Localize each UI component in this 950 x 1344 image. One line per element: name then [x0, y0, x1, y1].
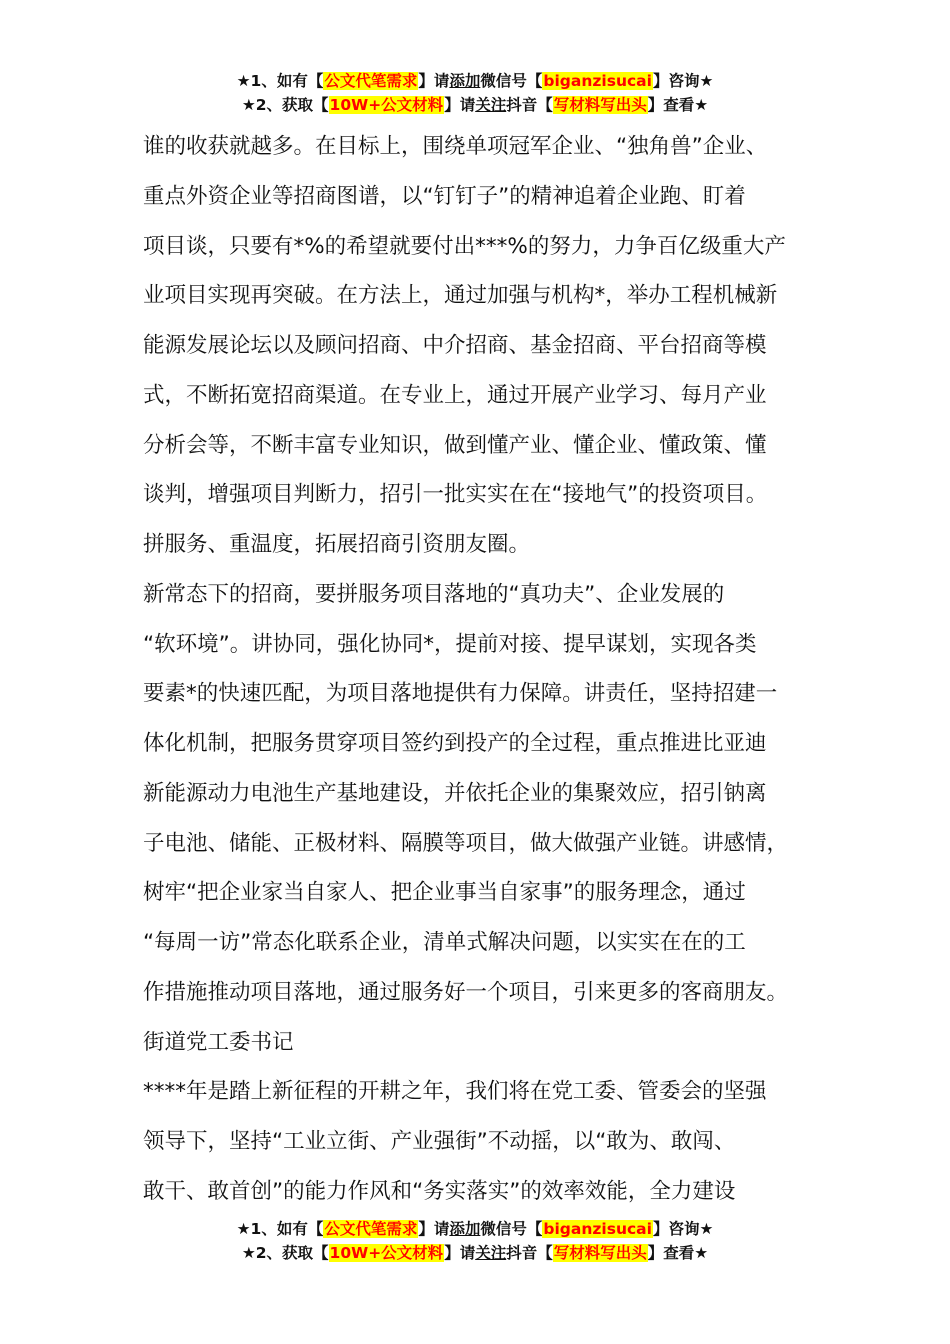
promo-text: ★1、如有【 [236, 1220, 324, 1238]
body-text-line: ****年是踏上新征程的开耕之年，我们将在党工委、管委会的坚强 [143, 1079, 767, 1105]
douyin-account: 写材料写出头 [553, 1244, 647, 1262]
promo-text: 】咨询★ [652, 72, 714, 90]
highlighted-promo-text: 10W+公文材料 [329, 96, 444, 114]
promo-text: ★2、获取【 [241, 96, 329, 114]
body-text-line: 分析会等，不断丰富专业知识，做到懂产业、懂企业、懂政策、懂 [143, 432, 767, 458]
body-text-line: 新能源动力电池生产基地建设，并依托企业的集聚效应，招引钠离 [143, 780, 767, 806]
douyin-account: 写材料写出头 [553, 96, 647, 114]
header-promo-banner [0, 69, 950, 117]
body-text-line: 式，不断拓宽招商渠道。在专业上，通过开展产业学习、每月产业 [143, 382, 767, 408]
promo-text: 】查看★ [647, 1244, 709, 1262]
underlined-promo-text: 添加 [449, 1220, 481, 1238]
header-promo-line-1 [0, 69, 950, 93]
body-text-line: 体化机制，把服务贯穿项目签约到投产的全过程，重点推进比亚迪 [143, 731, 767, 756]
promo-text: ★2、获取【 [241, 1244, 329, 1262]
promo-text: 微信号【 [480, 1220, 543, 1238]
body-text-line: 项目谈，只要有*%的希望就要付出***%的努力，力争百亿级重大产 [143, 233, 786, 259]
wechat-id: biganzisucai [543, 1220, 652, 1238]
body-text-line: 拼服务、重温度，拓展招商引资朋友圈。 [143, 532, 531, 557]
section-heading: 街道党工委书记 [143, 1029, 294, 1055]
underlined-promo-text: 关注 [475, 96, 507, 114]
body-text-line: 新常态下的招商，要拼服务项目落地的“真功夫”、企业发展的 [143, 581, 725, 607]
body-text-line: “每周一访”常态化联系企业，清单式解决问题，以实实在在的工 [143, 930, 746, 955]
body-text-line: “软环境”。讲协同，强化协同*，提前对接、提早谋划，实现各类 [143, 631, 757, 657]
highlighted-promo-text: 公文代笔需求 [324, 1220, 418, 1238]
header-promo-line-2 [0, 93, 950, 117]
body-text-line: 业项目实现再突破。在方法上，通过加强与机构*，举办工程机械新 [143, 283, 778, 309]
promo-text: 抖音【 [506, 1244, 553, 1262]
promo-text: 】咨询★ [652, 1220, 714, 1238]
footer-promo-line-1 [0, 1217, 950, 1241]
footer-promo-banner [0, 1217, 950, 1265]
highlighted-promo-text: 10W+公文材料 [329, 1244, 444, 1262]
promo-text: ★1、如有【 [236, 72, 324, 90]
footer-promo-line-2 [0, 1241, 950, 1265]
wechat-id: biganzisucai [543, 72, 652, 90]
body-text-line: 树牢“把企业家当自家人、把企业事当自家事”的服务理念，通过 [143, 880, 746, 906]
promo-text: 】请 [444, 1244, 476, 1262]
promo-text: 】请 [444, 96, 476, 114]
document-body [143, 122, 833, 1217]
body-text-line: 谈判，增强项目判断力，招引一批实实在在“接地气”的投资项目。 [143, 482, 768, 508]
body-text-line: 作措施推动项目落地，通过服务好一个项目，引来更多的客商朋友。 [143, 979, 789, 1005]
body-text-line: 能源发展论坛以及顾问招商、中介招商、基金招商、平台招商等模 [143, 333, 767, 358]
body-text-line: 领导下，坚持“工业立街、产业强街”不动摇，以“敢为、敢闯、 [143, 1129, 736, 1154]
body-text-line: 重点外资企业等招商图谱，以“钉钉子”的精神追着企业跑、盯着 [143, 183, 746, 209]
promo-text: 】请 [418, 72, 450, 90]
highlighted-promo-text: 公文代笔需求 [324, 72, 418, 90]
promo-text: 抖音【 [506, 96, 553, 114]
promo-text: 】查看★ [647, 96, 709, 114]
body-text-line: 子电池、储能、正极材料、隔膜等项目，做大做强产业链。讲感情， [143, 830, 789, 856]
underlined-promo-text: 关注 [475, 1244, 507, 1262]
body-text-line: 谁的收获就越多。在目标上，围绕单项冠军企业、“独角兽”企业、 [143, 134, 768, 159]
promo-text: 微信号【 [480, 72, 543, 90]
body-text-line: 要素*的快速匹配，为项目落地提供有力保障。讲责任，坚持招建一 [143, 681, 778, 707]
underlined-promo-text: 添加 [449, 72, 481, 90]
body-text-line: 敢干、敢首创”的能力作风和“务实落实”的效率效能，全力建设 [143, 1178, 736, 1204]
promo-text: 】请 [418, 1220, 450, 1238]
